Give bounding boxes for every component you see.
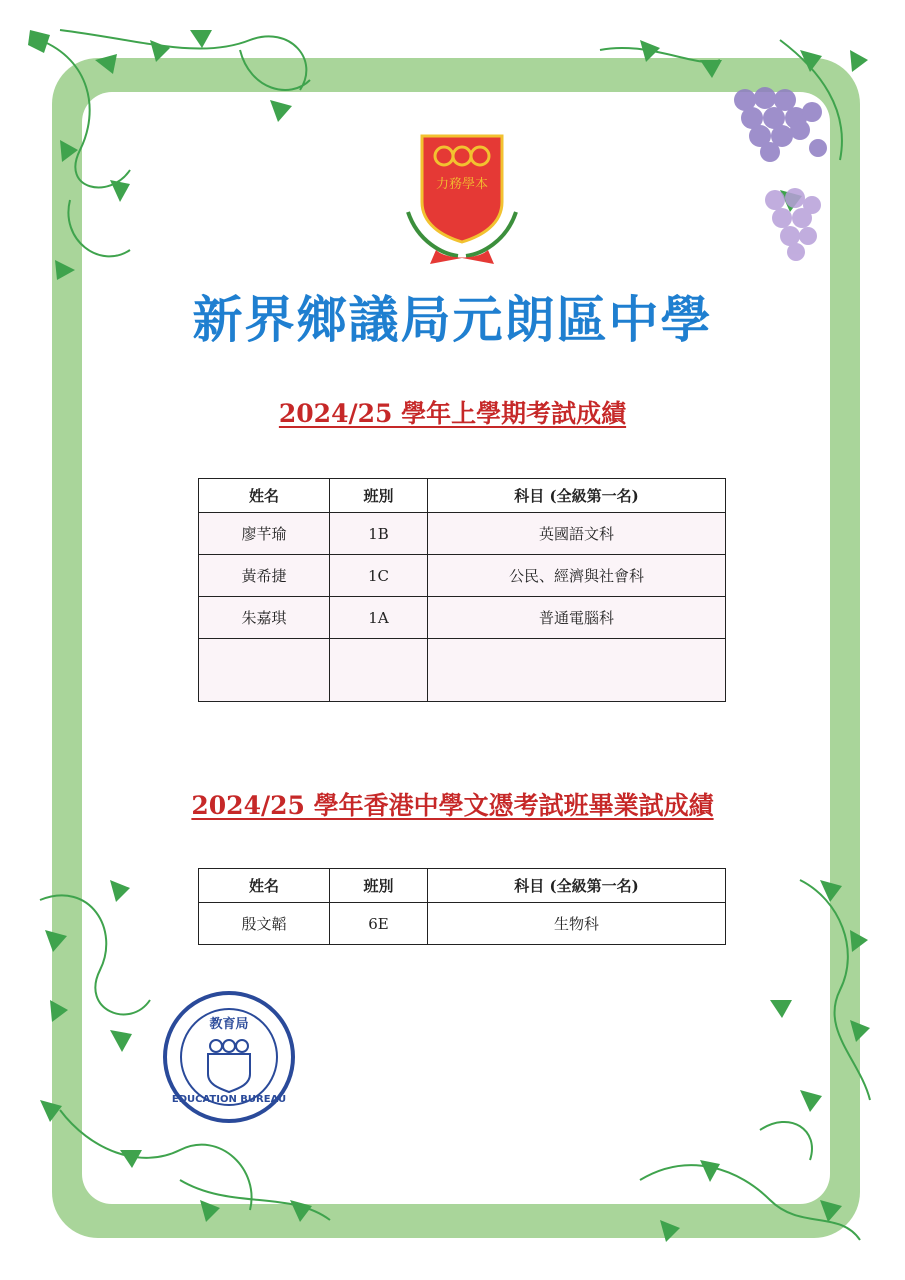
subject-cell: 公民、經濟與社會科 xyxy=(428,555,726,597)
student-name-cell: 廖芊瑜 xyxy=(199,513,330,555)
column-header-subject: 科目 (全級第一名) xyxy=(428,869,726,903)
student-name-cell: 朱嘉琪 xyxy=(199,597,330,639)
school-name-title: 新界鄉議局元朗區中學 xyxy=(192,291,713,349)
class-cell: 1C xyxy=(330,555,428,597)
class-cell: 1B xyxy=(330,513,428,555)
column-header-name: 姓名 xyxy=(199,869,330,903)
empty-cell xyxy=(330,639,428,702)
student-name-cell: 黃希捷 xyxy=(199,555,330,597)
table-row xyxy=(199,513,726,555)
empty-cell xyxy=(199,639,330,702)
section1-heading xyxy=(0,394,905,430)
section2-results-table xyxy=(198,868,726,945)
stamp-top-text: 教育局 xyxy=(209,1017,249,1032)
empty-table-row xyxy=(199,639,726,702)
table-row xyxy=(199,555,726,597)
section1-heading-text: 2024/25 學年上學期考試成績 xyxy=(278,399,627,428)
class-cell: 1A xyxy=(330,597,428,639)
school-crest-logo xyxy=(398,132,526,268)
subject-cell: 英國語文科 xyxy=(428,513,726,555)
column-header-class: 班別 xyxy=(330,869,428,903)
table-header-row xyxy=(199,479,726,513)
stamp-bottom-text: EDUCATION BUREAU xyxy=(171,1094,287,1105)
section2-heading xyxy=(0,786,905,822)
subject-cell: 生物科 xyxy=(428,903,726,945)
column-header-class: 班別 xyxy=(330,479,428,513)
table-header-row xyxy=(199,869,726,903)
class-cell: 6E xyxy=(330,903,428,945)
empty-cell xyxy=(428,639,726,702)
column-header-subject: 科目 (全級第一名) xyxy=(428,479,726,513)
student-name-cell: 殷文韜 xyxy=(199,903,330,945)
education-bureau-stamp xyxy=(160,988,298,1126)
crest-motto: 力務學本 xyxy=(435,177,489,192)
column-header-name: 姓名 xyxy=(199,479,330,513)
subject-cell: 普通電腦科 xyxy=(428,597,726,639)
section2-heading-text: 2024/25 學年香港中學文憑考試班畢業試成績 xyxy=(191,791,714,820)
table-row xyxy=(199,597,726,639)
section1-results-table xyxy=(198,478,726,702)
table-row xyxy=(199,903,726,945)
